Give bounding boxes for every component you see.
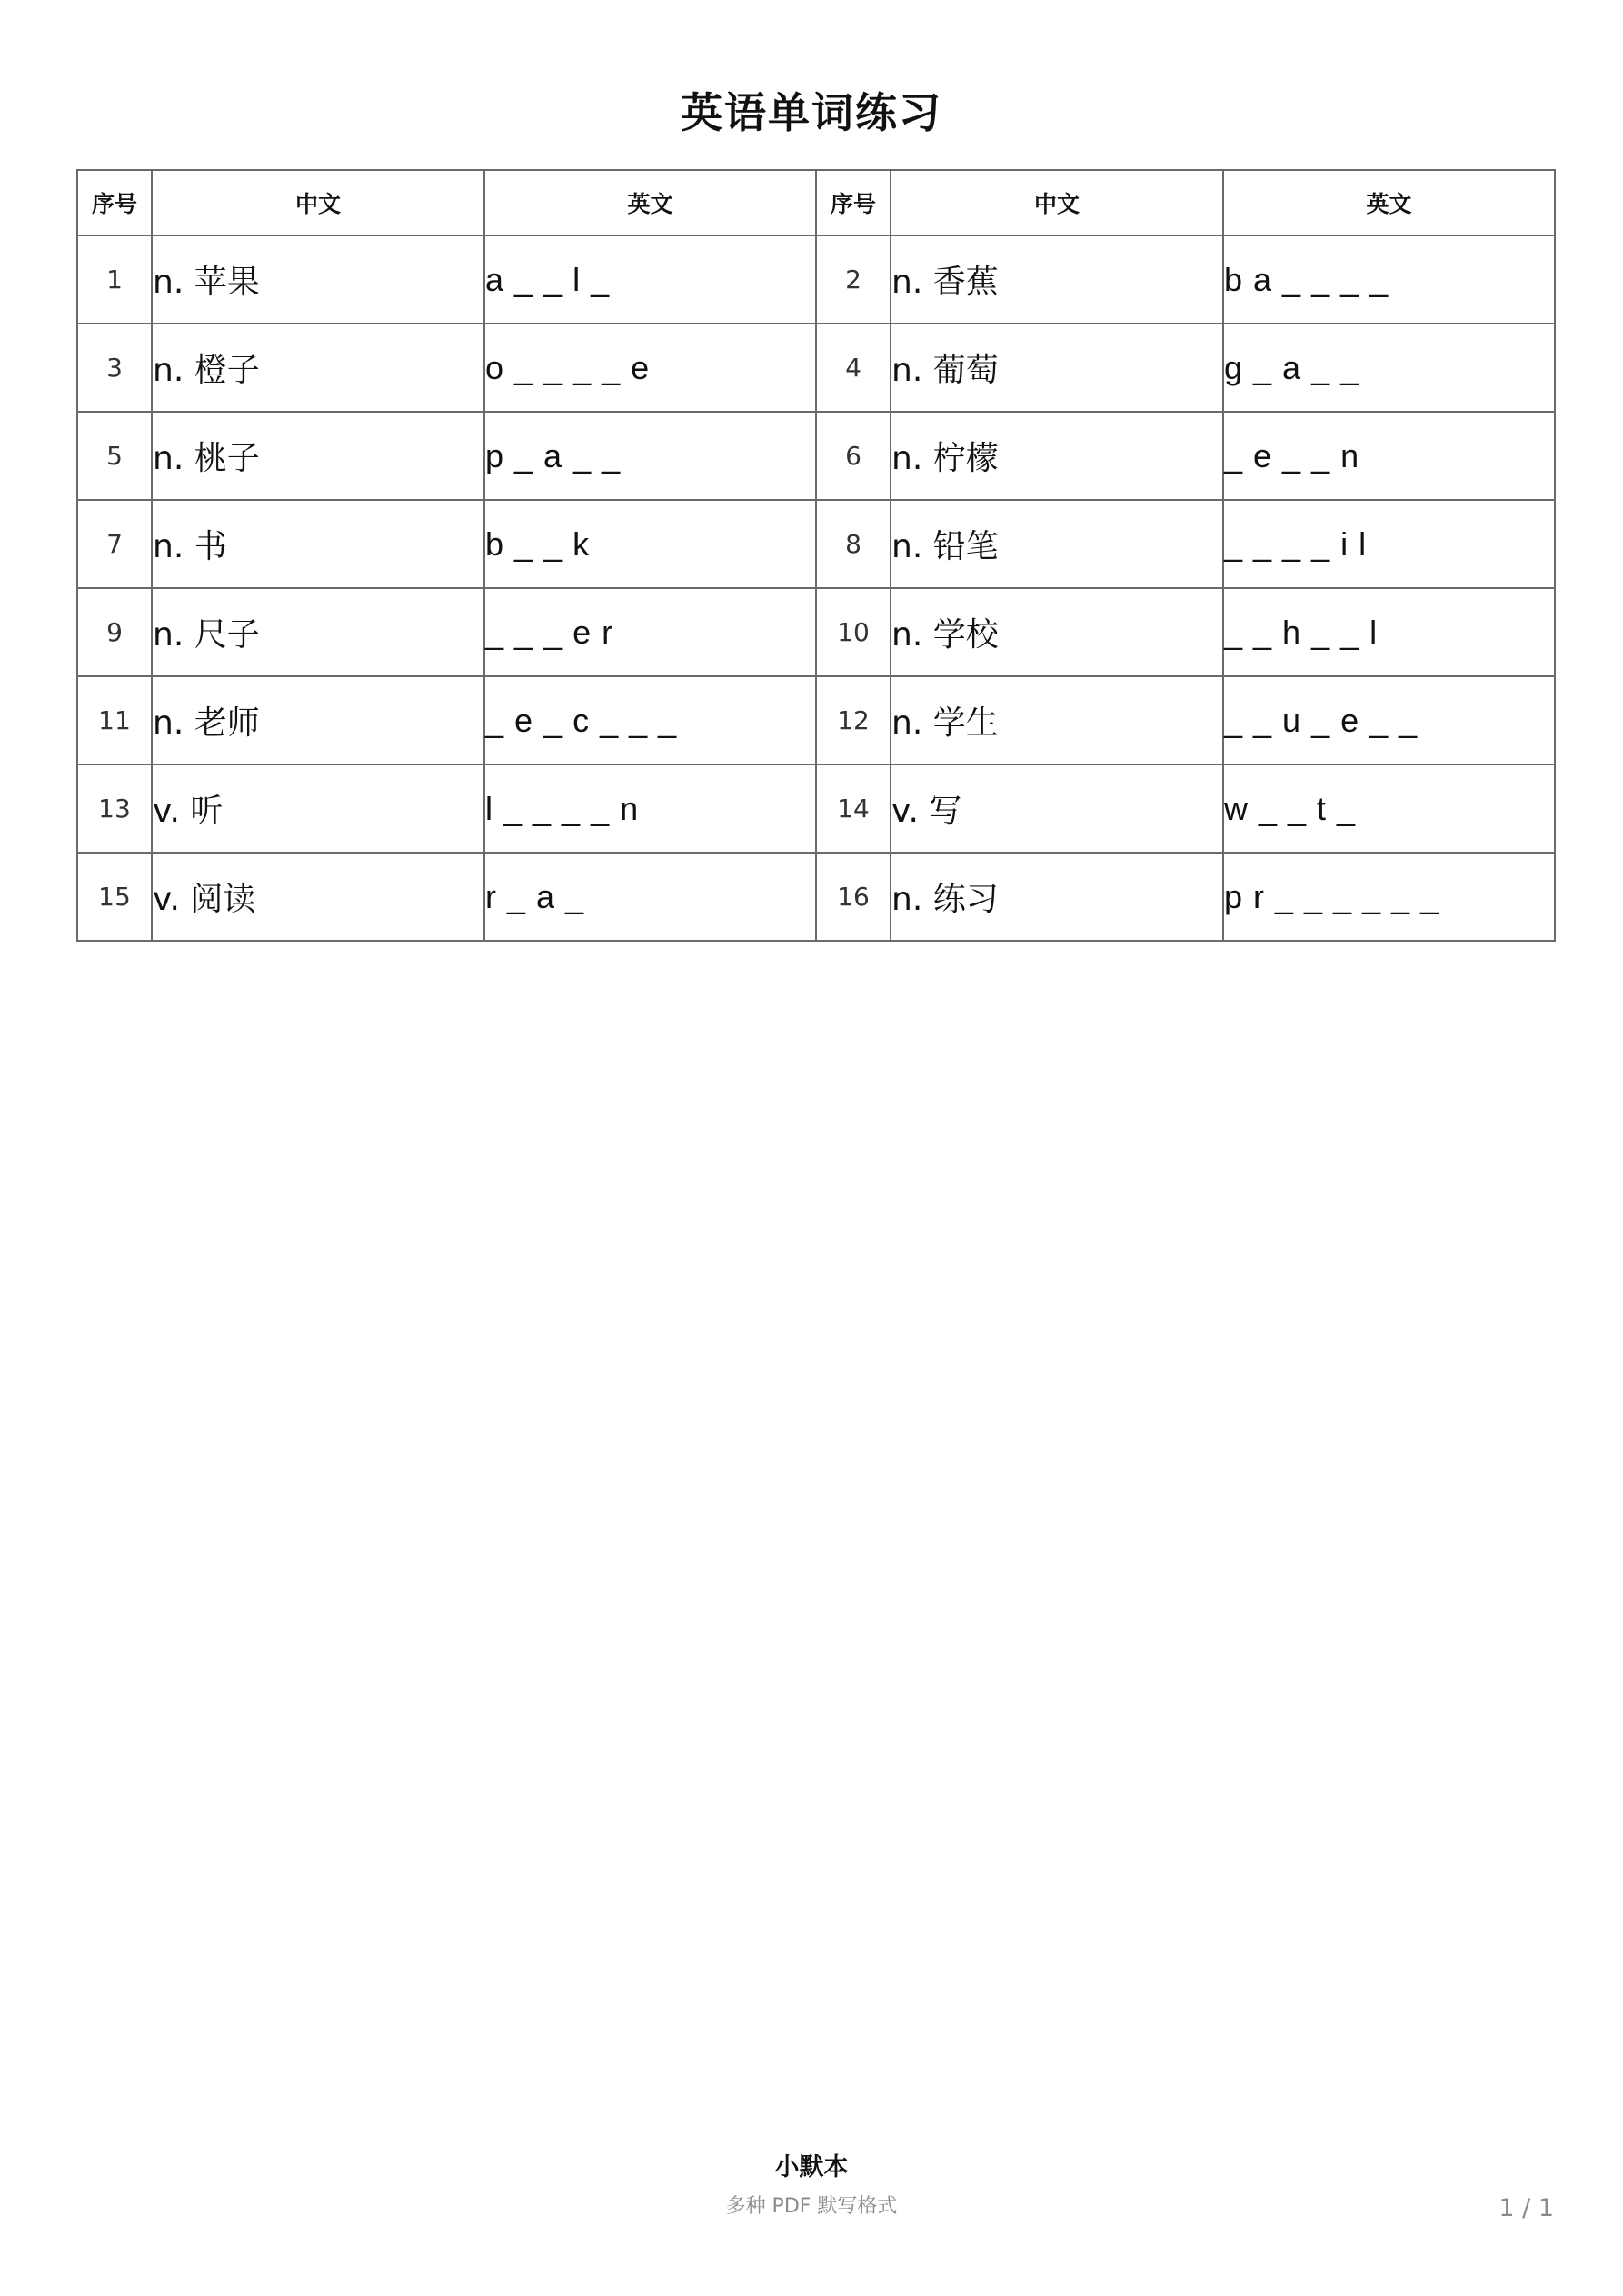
word-chinese: n. 尺子 <box>152 588 484 676</box>
word-chinese: n. 学校 <box>891 588 1223 676</box>
word-english-blanks: _ _ u _ e _ _ <box>1223 676 1555 764</box>
word-index: 12 <box>816 676 891 764</box>
table-header-row <box>77 170 1555 235</box>
word-index: 2 <box>816 235 891 324</box>
word-index: 7 <box>77 500 152 588</box>
header-index: 序号 <box>77 170 152 235</box>
word-english-blanks: a _ _ l _ <box>484 235 816 324</box>
table-row <box>77 853 1555 941</box>
word-english-blanks: _ _ _ e r <box>484 588 816 676</box>
brand-name: 小默本 <box>774 2153 849 2181</box>
word-english-blanks: _ e _ c _ _ _ <box>484 676 816 764</box>
word-english-blanks: _ _ h _ _ l <box>1223 588 1555 676</box>
word-english-blanks: _ e _ _ n <box>1223 412 1555 500</box>
word-index: 15 <box>77 853 152 941</box>
word-index: 10 <box>816 588 891 676</box>
word-chinese: n. 桃子 <box>152 412 484 500</box>
word-chinese: n. 橙子 <box>152 324 484 412</box>
word-english-blanks: r _ a _ <box>484 853 816 941</box>
word-english-blanks: w _ _ t _ <box>1223 764 1555 853</box>
header-chinese: 中文 <box>891 170 1223 235</box>
word-english-blanks: p _ a _ _ <box>484 412 816 500</box>
word-index: 6 <box>816 412 891 500</box>
word-chinese: n. 葡萄 <box>891 324 1223 412</box>
page-title: 英语单词练习 <box>681 88 942 137</box>
word-index: 11 <box>77 676 152 764</box>
table-row <box>77 764 1555 853</box>
word-index: 4 <box>816 324 891 412</box>
header-english: 英文 <box>484 170 816 235</box>
word-english-blanks: l _ _ _ _ n <box>484 764 816 853</box>
word-chinese: n. 学生 <box>891 676 1223 764</box>
word-index: 14 <box>816 764 891 853</box>
table-row <box>77 324 1555 412</box>
word-index: 9 <box>77 588 152 676</box>
word-chinese: n. 苹果 <box>152 235 484 324</box>
word-chinese: n. 老师 <box>152 676 484 764</box>
word-index: 5 <box>77 412 152 500</box>
word-index: 8 <box>816 500 891 588</box>
word-chinese: n. 香蕉 <box>891 235 1223 324</box>
word-chinese: n. 练习 <box>891 853 1223 941</box>
word-english-blanks: b _ _ k <box>484 500 816 588</box>
word-chinese: v. 听 <box>152 764 484 853</box>
vocab-table <box>76 169 1556 942</box>
header-english: 英文 <box>1223 170 1555 235</box>
page-number: 1 / 1 <box>1499 2194 1554 2222</box>
word-english-blanks: p r _ _ _ _ _ _ <box>1223 853 1555 941</box>
word-chinese: n. 书 <box>152 500 484 588</box>
word-index: 16 <box>816 853 891 941</box>
word-index: 13 <box>77 764 152 853</box>
word-english-blanks: g _ a _ _ <box>1223 324 1555 412</box>
table-row <box>77 500 1555 588</box>
header-chinese: 中文 <box>152 170 484 235</box>
word-chinese: n. 柠檬 <box>891 412 1223 500</box>
word-english-blanks: b a _ _ _ _ <box>1223 235 1555 324</box>
table-row <box>77 676 1555 764</box>
word-chinese: n. 铅笔 <box>891 500 1223 588</box>
table-body <box>77 235 1555 941</box>
word-index: 1 <box>77 235 152 324</box>
table-row <box>77 588 1555 676</box>
word-chinese: v. 阅读 <box>152 853 484 941</box>
word-index: 3 <box>77 324 152 412</box>
table-row <box>77 412 1555 500</box>
brand-tagline: 多种 PDF 默写格式 <box>725 2195 898 2218</box>
table-row <box>77 235 1555 324</box>
word-english-blanks: o _ _ _ _ e <box>484 324 816 412</box>
word-english-blanks: _ _ _ _ i l <box>1223 500 1555 588</box>
header-index: 序号 <box>816 170 891 235</box>
word-chinese: v. 写 <box>891 764 1223 853</box>
